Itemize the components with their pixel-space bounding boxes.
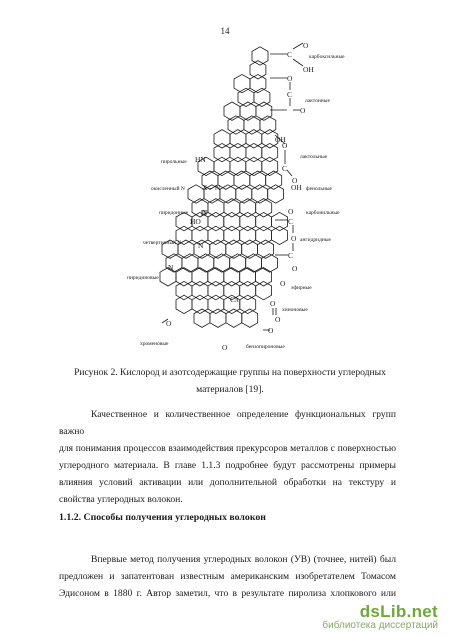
label-ether: эфирные [291,285,312,291]
atom-oh: OH [303,65,314,74]
aromatic-ring [250,61,266,79]
atom-c: C [287,50,293,59]
aromatic-ring [208,268,224,286]
text-line: Эдисоном в 1880 г. Автор заметил, что в результате пиролиза хлопкового или [59,588,396,599]
label-lactol: лактольные [300,154,328,160]
atom-o: O [166,319,172,328]
atom-o: O [291,234,297,243]
atom-o: O [292,176,298,185]
label-pyrone: бензопироновые [246,344,285,350]
aromatic-ring [176,295,192,313]
functional-groups-diagram [110,40,360,370]
aromatic-ring [246,143,262,161]
atom-o: O [287,74,293,83]
label-carboxyl: карбоксильные [309,54,345,60]
atom-o: O [282,141,288,150]
aromatic-ring [256,268,272,286]
label-carbonyl: карбонильные [306,210,340,216]
label-chromene: хроменовые [140,341,169,347]
watermark-logo: dsLib.net [359,602,438,621]
aromatic-ring [230,130,246,148]
aromatic-ring [262,143,278,161]
atom-o: O [280,279,286,288]
atom-n: N [168,263,174,272]
page-number: 14 [220,26,230,36]
atom-o: O [222,343,228,352]
aromatic-ring [240,212,256,230]
watermark [322,602,438,631]
aromatic-ring [176,268,192,286]
aromatic-ring [256,281,272,299]
aromatic-ring [224,212,240,230]
label-pyrrole: пирольные [161,159,187,165]
paragraph [59,406,396,508]
atom-x-n: X – N [202,183,221,192]
atom-o: O [275,315,281,324]
aromatic-ring [208,281,224,299]
label-phenol: фенольные [306,186,332,192]
aromatic-ring [240,281,256,299]
label-quinone: хиноновые [282,307,308,313]
caption-line: материалов [19]. [196,384,264,395]
label-anhydride: ангидридные [300,237,331,243]
aromatic-ring [230,143,246,161]
atom-o: O [268,326,274,335]
figure-carbon-surface-groups [110,40,360,370]
label-pyridone: пиридонные [159,210,189,216]
aromatic-ring [240,268,256,286]
aromatic-ring [256,212,272,230]
aromatic-ring [272,226,288,244]
text-line: для понимания процессов взаимодействия прекурсоров металлов с поверхностью [59,443,396,454]
text-line: Впервые метод получения углеродных волокон (УВ) (точнее, нитей) был [91,554,396,565]
atom-o: O [303,41,309,50]
atom-oh: OH [291,183,302,192]
atom-hn: HN [195,155,206,164]
atom-o: O [288,207,294,216]
aromatic-ring [272,212,288,230]
aromatic-ring [192,268,208,286]
text-line: влияния условий активации или дополнительной обработки на текстуру и [59,477,396,488]
paragraph [59,551,396,602]
atom-c: C [288,251,294,260]
atom-o: O [292,264,298,273]
aromatic-ring [208,212,224,230]
aromatic-ring [214,143,230,161]
figure-caption [70,364,390,398]
label-pyridine: пиридиновые [127,275,159,281]
atom-c: C [282,164,288,173]
atom-oh: OH [275,135,286,144]
label-oxidized-n: окисленный N [151,186,185,192]
label-quaternary-n: четвертичный N [143,240,182,246]
aromatic-ring [226,309,242,327]
atom-c-pi: Cπ [230,295,239,304]
atom-o: O [300,106,306,115]
aromatic-ring [192,281,208,299]
text-line: Качественное и количественное определение функциональных групп важно [59,409,396,437]
text-line: предложен и запатентован известным американским изобретателем Томасом [59,571,396,582]
text-line: углеродного материала. В главе 1.1.3 подробнее будут рассмотрены примеры [59,460,396,471]
caption-line: Рисунок 2. Кислород и азотсодержащие группы на поверхности углеродных [74,367,386,378]
atom-ho: HO [190,217,201,226]
text-line: свойства углеродных волокон. [59,494,183,505]
atom-n: N [202,208,208,217]
atom-c: C [287,90,293,99]
atom-c: C [288,217,294,226]
atom-o: O [270,299,276,308]
atom-n: N [198,241,204,250]
label-lactone: лактонные [305,98,330,104]
aromatic-ring [176,281,192,299]
aromatic-ring [210,309,226,327]
aromatic-ring [214,130,230,148]
watermark-subtitle: библиотека диссертаций [322,620,438,631]
aromatic-ring [224,268,240,286]
section-heading: 1.1.2. Способы получения углеродных волокон [59,512,266,523]
